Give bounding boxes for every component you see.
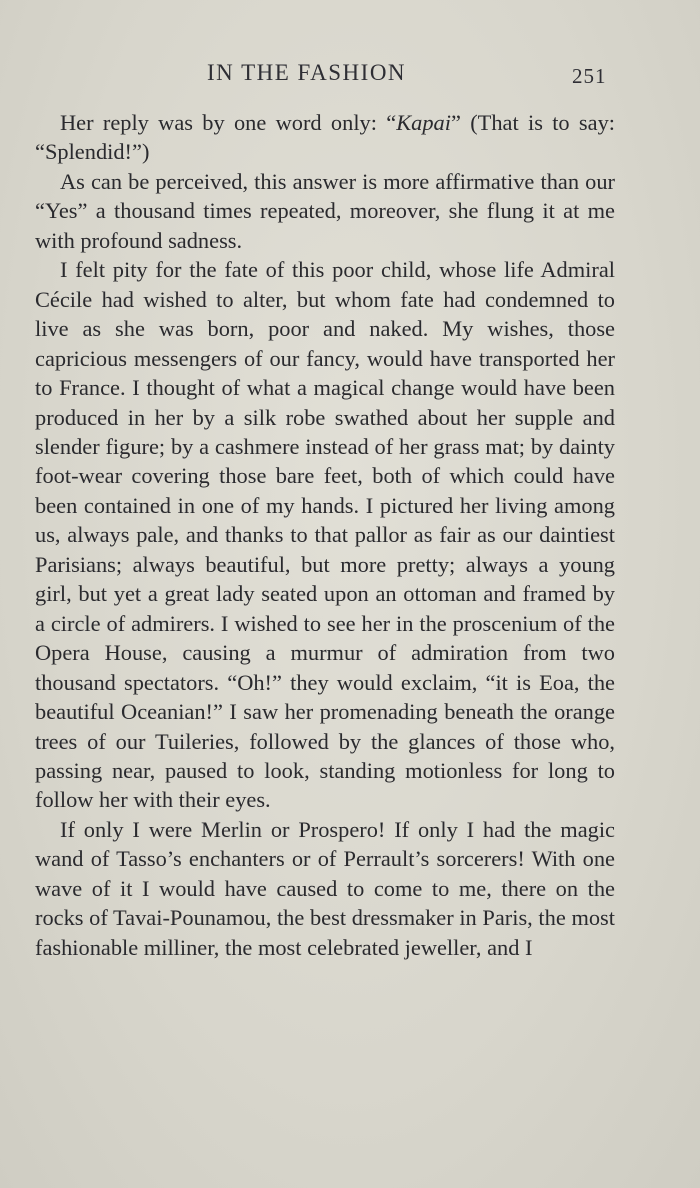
body-text — [35, 108, 615, 962]
paragraph-4: If only I were Merlin or Prospero! If only I had the magic wand of Tasso’s enchanters or of Perrault’s sorcerers! With one wave of it I would have caused to come to me, there on the rocks of Tavai-Pounamou, the best dressmaker in Paris, the most fashionable milliner, the most celebrated jeweller, and I — [35, 816, 615, 960]
paragraph-1-after: ” (That is to say: “Splendid!”) — [35, 110, 615, 165]
paragraph-2: As can be perceived, this answer is more affirmative than our “Yes” a thousand times repeated, moreover, she flung it at me with profound sadness. — [35, 168, 615, 253]
paragraph-1 — [35, 108, 615, 167]
paragraph-1-italic-word: Kapai — [396, 110, 451, 135]
page-number: 251 — [572, 64, 607, 88]
running-title: IN THE FASHION — [207, 60, 407, 85]
paragraph-3: I felt pity for the fate of this poor child, whose life Admiral Cécile had wished to alter, but whom fate had condemned to live as she was born, poor and naked. My wishes, those capricious messengers of our fancy, would have transported her to France. I thought of what a magical change would have been produced in her by a silk robe swathed about her supple and slender figure; by a cashmere instead of her grass mat; by dainty foot-wear covering those bare feet, both of which could have been contained in one of my hands. I pictured her living among us, always pale, and thanks to that pallor as fair as our daintiest Parisians; always beautiful, but more pretty; always a young girl, but yet a great lady seated upon an ottoman and framed by a circle of admirers. I wished to see her in the proscenium of the Opera House, causing a murmur of admiration from two thousand spectators. “Oh!” they would exclaim, “it is Eoa, the beautiful Oceanian!” I saw her promenading beneath the orange trees of our Tuileries, followed by the glances of those who, passing near, paused to look, standing motionless for long to follow her with their eyes. — [35, 257, 615, 813]
page-header — [0, 60, 700, 96]
paragraph-1-before: Her reply was by one word only: “ — [60, 110, 397, 135]
